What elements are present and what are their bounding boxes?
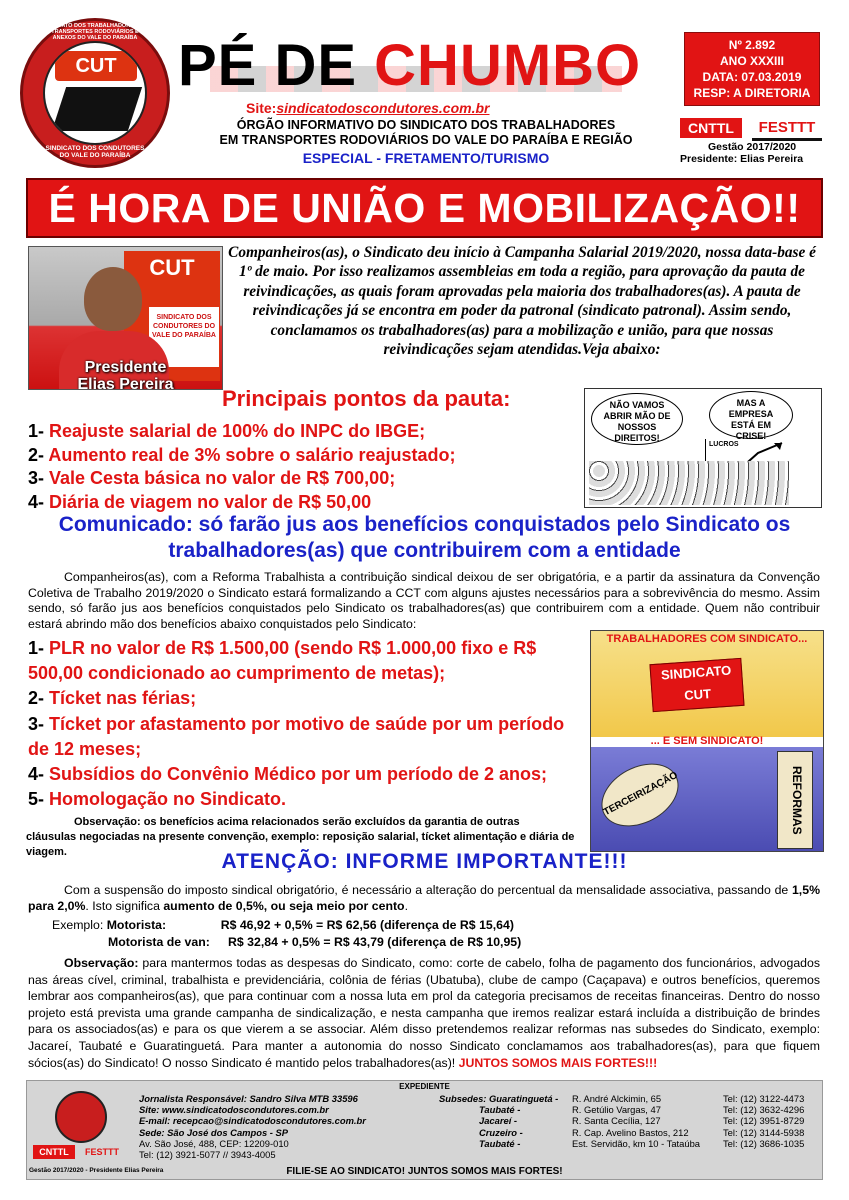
- footer-tel: Tel: (12) 3921-5077 // 3943-4005: [139, 1149, 276, 1161]
- seal-bottom-text: SINDICATO DOS CONDUTORES DO VALE DO PARAÍBA: [45, 145, 145, 159]
- item-text: Diária de viagem no valor de R$ 50,00: [49, 491, 372, 512]
- example-value: R$ 32,84 + 0,5% = R$ 43,79 (diferença de R$ 10,95): [228, 935, 522, 949]
- site-link[interactable]: sindicatodoscondutores.com.br: [276, 100, 490, 116]
- masthead-part2: CHUMBO: [374, 33, 642, 98]
- photo-caption-line1: Presidente: [84, 359, 167, 376]
- footer-subsede-phones: [723, 1093, 804, 1149]
- list-item: [28, 712, 588, 762]
- cartoon-bottom-label: ... E SEM SINDICATO!: [650, 735, 764, 747]
- obs-line-2: cláusulas negociadas na presente convenção, exemplo: reposição salarial, tícket alimentação e diária de viagem.: [26, 831, 575, 858]
- affiliation-badges: [680, 118, 830, 140]
- photo-banner-cut: CUT: [149, 255, 195, 280]
- item-number: 4-: [28, 764, 50, 785]
- footer-badges: [33, 1145, 125, 1161]
- list-item: [28, 491, 588, 515]
- subsede-address: R. Cap. Avelino Bastos, 212: [572, 1126, 689, 1138]
- list-item: [28, 686, 588, 711]
- intro-paragraph: Companheiros(as), o Sindicato deu início à Campanha Salarial 2019/2020, nossa data-base é 1º de maio. Por isso realizamos assembleias em toda a região, para aprovação da pauta de reivindicações, as quais foram aprovadas pela maioria dos trabalhadores(as). A pauta de reivindicações já se encontra em poder da patronal (sindicato patronal). Assim sendo, conclamamos os trabalhadores(as) para a mobilização e união, para que nossas reivindicações sejam atendidas.Veja abaixo:: [228, 244, 816, 359]
- list-item: [28, 420, 588, 444]
- subsede-address: R. Getúlio Vargas, 47: [572, 1104, 661, 1116]
- footer-subsede-labels: [439, 1093, 558, 1149]
- item-text: Aumento real de 3% sobre o salário reajustado;: [48, 444, 456, 465]
- cartoon-top-panel: [591, 631, 823, 737]
- speech-bubble-boss: MAS A EMPRESA ESTÁ EM CRISE!: [709, 391, 793, 439]
- cartoon-with-without-union: [590, 630, 824, 852]
- footer-festtt-logo: FESTTT: [85, 1147, 119, 1157]
- text-run: . Isto significa: [85, 899, 164, 913]
- example-label: Motorista:: [106, 918, 167, 932]
- item-text: Vale Cesta básica no valor de R$ 700,00;: [49, 468, 396, 488]
- issue-date: DATA: 07.03.2019: [702, 70, 802, 84]
- org-description: [186, 118, 666, 148]
- example-prefix: Exemplo:: [52, 918, 107, 932]
- seal-inner: [43, 41, 147, 145]
- item-number: 2-: [28, 444, 49, 465]
- president-photo: [28, 246, 223, 390]
- list-item: [28, 444, 588, 468]
- outsourcing-disc: TERCEIRIZAÇÃO: [591, 751, 690, 839]
- cartoon-top-label: TRABALHADORES COM SINDICATO...: [606, 633, 808, 645]
- subsede-phone: Tel: (12) 3122-4473: [723, 1093, 805, 1104]
- item-number: 3-: [28, 468, 50, 488]
- item-number: 2-: [28, 688, 50, 709]
- masthead-title: [178, 34, 641, 98]
- footer-title: EXPEDIENTE: [399, 1082, 450, 1091]
- text-bold: Observação:: [64, 956, 139, 970]
- obs-line-1: Observação: os benefícios acima relacionados serão excluídos da garantia de outras: [74, 816, 520, 828]
- item-text: Homologação no Sindicato.: [49, 789, 287, 810]
- item-number: 3-: [28, 713, 50, 734]
- subsede-phone: Tel: (12) 3686-1035: [723, 1137, 805, 1149]
- footer-contact-column: [139, 1093, 366, 1160]
- photo-caption-line2: Elias Pereira: [77, 376, 174, 390]
- item-text: Reajuste salarial de 100% do INPC do IBGE;: [49, 421, 426, 441]
- slogan-red: JUNTOS SOMOS MAIS FORTES!!!: [458, 1055, 658, 1070]
- footer-email[interactable]: E-mail: recepcao@sindicatodoscondutores.com.br: [139, 1115, 366, 1127]
- management-info: [680, 141, 803, 165]
- footer-cnttl-logo: CNTTL: [33, 1145, 75, 1159]
- masthead-part1: PÉ DE: [178, 33, 375, 98]
- union-seal-logo: [20, 18, 170, 168]
- president-name: Presidente: Elias Pereira: [680, 153, 804, 165]
- org-line-1: ÓRGÃO INFORMATIVO DO SINDICATO DOS TRABALHADORES: [236, 118, 616, 132]
- subsede-label: Cruzeiro -: [479, 1126, 523, 1138]
- seal-ring-text: SINDICATO DOS TRABALHADORES EM TRANSPORTES RODOVIÁRIOS E ANEXOS DO VALE DO PARAÍBA: [42, 23, 148, 41]
- text-run: Com a suspensão do imposto sindical obrigatório, é necessário a alteração do percentual da mensalidade associativa, passando de: [64, 883, 792, 897]
- subsede-label: Taubaté -: [479, 1104, 521, 1116]
- item-text: Subsídios do Convênio Médico por um período de 2 anos;: [49, 764, 548, 785]
- subsede-address: Est. Servidão, km 10 - Tataúba: [572, 1137, 701, 1149]
- item-text: PLR no valor de R$ 1.500,00 (sendo R$ 1.000,00 fixo e R$ 500,00 condicionado ao cumprimento de metas);: [28, 638, 537, 684]
- item-number: 5-: [28, 789, 50, 810]
- footer-sede: Sede: São José dos Campos - SP: [139, 1126, 289, 1138]
- festtt-logo: FESTTT: [752, 118, 822, 141]
- text-bold: aumento de 0,5%, ou seja meio por cento: [163, 899, 405, 913]
- footer-logo: [33, 1091, 125, 1163]
- site-line: [246, 100, 489, 116]
- comunicado-heading: Comunicado: só farão jus aos benefícios conquistados pelo Sindicato os trabalhadores(as) que contribuirem com a entidade: [58, 513, 791, 562]
- reforms-scroll: REFORMAS: [777, 751, 813, 849]
- subsede-phone: Tel: (12) 3632-4296: [723, 1104, 805, 1116]
- text-run: .: [404, 899, 408, 913]
- subsede-address: R. Santa Cecília, 127: [572, 1115, 661, 1127]
- photo-banner-seal: SINDICATO DOS CONDUTORES DO VALE DO PARAÍBA: [149, 307, 219, 367]
- item-number: 4-: [28, 491, 50, 512]
- issue-resp: RESP: A DIRETORIA: [693, 86, 811, 100]
- atencao-heading: ATENÇÃO: INFORME IMPORTANTE!!!: [221, 850, 628, 873]
- footer-subsede-addresses: [572, 1093, 700, 1149]
- example-row: [52, 917, 521, 934]
- footer-expediente: [26, 1080, 823, 1180]
- list-item: [28, 467, 588, 491]
- observation-paragraph: [28, 955, 820, 1071]
- example-value: R$ 46,92 + 0,5% = R$ 62,56 (diferença de R$ 15,64): [220, 918, 514, 932]
- speech-bubble-workers: NÃO VAMOS ABRIR MÃO DE NOSSOS DIREITOS!: [591, 393, 683, 445]
- text-bold: 1,5% para 2,0%: [28, 883, 820, 913]
- list-item: [28, 636, 588, 686]
- cut-mark: CUT: [55, 51, 137, 81]
- item-number: 1-: [28, 638, 50, 658]
- list-item: [28, 787, 588, 812]
- subsede-label: Taubaté -: [479, 1137, 521, 1149]
- photo-person-head: [84, 267, 142, 331]
- issue-number: Nº 2.892: [728, 38, 776, 52]
- text-run: para mantermos todas as despesas do Sindicato, como: corte de cabelo, folha de pagamento dos funcionários, advogados nas áreas cível, criminal, trabalhista e previdenciária, colônia de férias (Ubatuba), clube de campo (Caçapava) e outros benefícios, queremos lembrar aos companheiros(as), que para continuar com a nossa luta em prol da categoria precisamos de receitas financeiras. Dentro do nosso projeto está prevista uma grande campanha de sindicalização, e nesta campanha que iremos realizar estará incluída a distribuição de brindes para os associados(as) e para os que vierem a se associar. Além disso pretendemos realizar reformas nas subsedes do Sindicato, exemplo: Jacareí, Taubaté e Guaratinguetá. Para manter a autonomia do nosso Sindicato conclamamos aos trabalhadores(as), para que fiquem sócios(as) do Sindicato! O nosso Sindicato é mantido pelos trabalhadores(as)!: [28, 956, 820, 1070]
- subsede-phone: Tel: (12) 3951-8729: [723, 1115, 805, 1127]
- subsede-label: Jacareí -: [479, 1115, 518, 1127]
- issue-year: ANO XXXIII: [719, 54, 784, 68]
- item-text: Tícket por afastamento por motivo de saúde por um período de 12 meses;: [28, 713, 565, 759]
- issue-info-box: [684, 32, 820, 106]
- footer-gestao: Gestão 2017/2020 - Presidente Elias Pereira: [29, 1167, 164, 1174]
- footer-address: Av. São José, 488, CEP: 12209-010: [139, 1137, 289, 1149]
- subsede-label: Subsedes: Guaratinguetá -: [439, 1093, 559, 1104]
- item-text: Tícket nas férias;: [49, 688, 197, 709]
- crowd-of-workers-illustration: [589, 461, 789, 505]
- comunicado-paragraph: Companheiros(as), com a Reforma Trabalhista a contribuição sindical deixou de ser obrigatória, e a partir da assinatura da Convenção Coletiva de Trabalho 2019/2020 o Sindicato estará formalizando a CCT com alguns ajustes necessários para a sobrevivência do mesmo. Assim sendo, só farão jus aos benefícios conquistados pelo Sindicato os trabalhadores(as) que contribuirem com a entidade. Quem não contribuir estará abrindo mão dos benefícios abaixo conquistados pelo Sindicato:: [28, 570, 820, 631]
- photo-caption: [29, 359, 222, 390]
- subsede-phone: Tel: (12) 3144-5938: [723, 1126, 805, 1138]
- example-row: [52, 934, 521, 951]
- pontos-list: [28, 420, 588, 514]
- footer-journalist: Jornalista Responsável: Sandro Silva MTB 33596: [139, 1093, 358, 1104]
- benefits-list: [28, 636, 588, 812]
- headline-banner: É HORA DE UNIÃO E MOBILIZAÇÃO!!: [26, 178, 823, 238]
- pontos-heading: Principais pontos da pauta:: [222, 386, 511, 411]
- footer-seal-icon: [55, 1091, 107, 1143]
- site-prefix: Site:: [246, 100, 277, 116]
- list-item: [28, 762, 588, 787]
- profit-chart-label: LUCROS: [709, 441, 739, 448]
- cartoon-crisis: [584, 388, 822, 508]
- example-label: Motorista de van:: [108, 935, 210, 949]
- item-number: 1-: [28, 421, 50, 441]
- atencao-paragraph: [28, 882, 820, 914]
- footer-slogan: FILIE-SE AO SINDICATO! JUNTOS SOMOS MAIS FORTES!: [286, 1166, 563, 1177]
- subsede-address: R. André Alckimin, 65: [572, 1093, 662, 1104]
- org-line-2: EM TRANSPORTES RODOVIÁRIOS DO VALE DO PARAÍBA E REGIÃO: [219, 133, 633, 147]
- footer-site[interactable]: Site: www.sindicatodoscondutores.com.br: [139, 1104, 329, 1116]
- union-flag: SINDICATO CUT: [649, 658, 744, 712]
- seal-hand-graphic: [52, 87, 142, 131]
- edition-special: ESPECIAL - FRETAMENTO/TURISMO: [302, 150, 550, 166]
- fee-examples: [52, 917, 521, 951]
- cnttl-logo: CNTTL: [680, 118, 742, 138]
- gestao-period: Gestão 2017/2020: [708, 141, 797, 153]
